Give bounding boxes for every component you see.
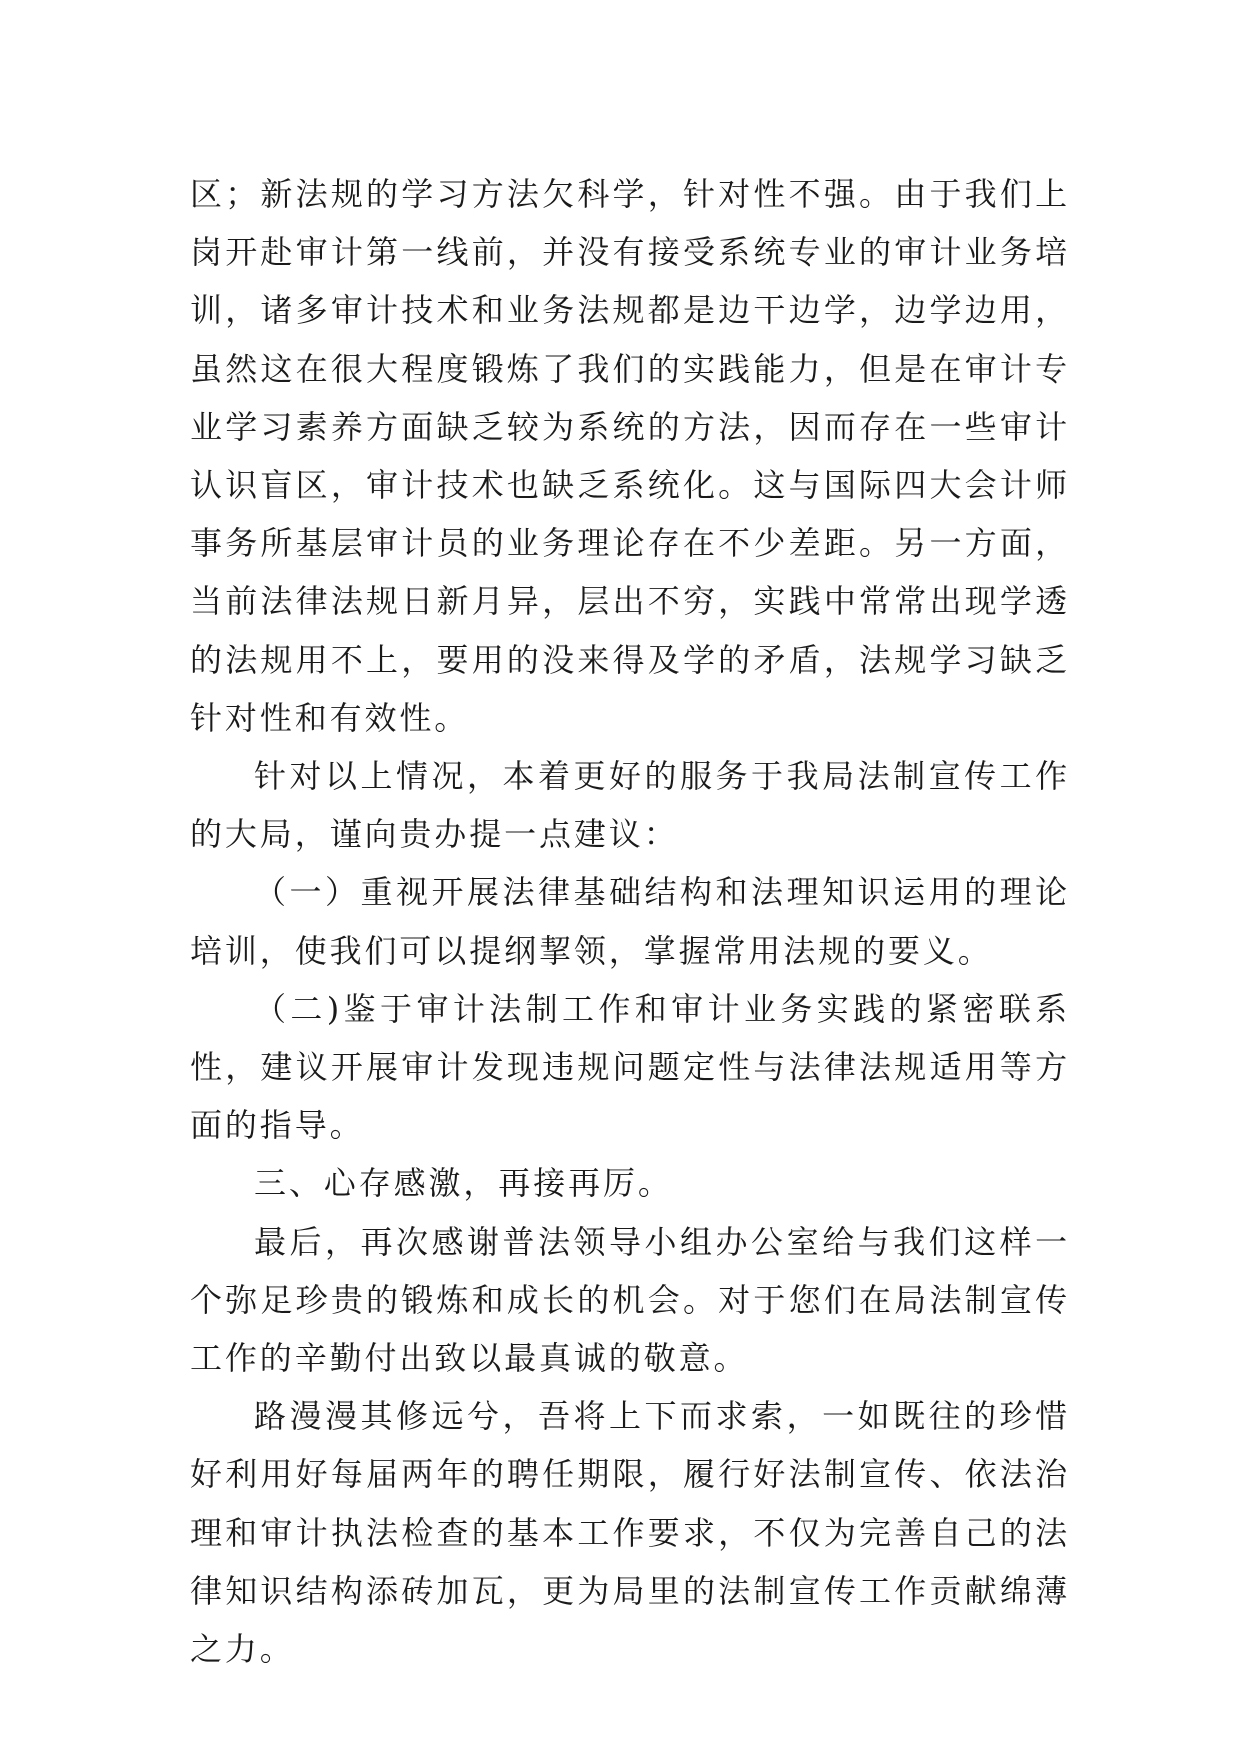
paragraph-thanks: 最后，再次感谢普法领导小组办公室给与我们这样一个弥足珍贵的锻炼和成长的机会。对于您们在局法制宣传工作的辛勤付出致以最真诚的敬意。 — [190, 1222, 1070, 1378]
paragraph-closing: 路漫漫其修远兮，吾将上下而求索，一如既往的珍惜好利用好每届两年的聘任期限，履行好法制宣传、依法治理和审计执法检查的基本工作要求，不仅为完善自己的法律知识结构添砖加瓦，更为局里的法制宣传工作贡献绵薄之力。 — [190, 1397, 1070, 1669]
paragraph-suggestion-intro: 针对以上情况，本着更好的服务于我局法制宣传工作的大局，谨向贵办提一点建议： — [190, 757, 1070, 854]
paragraph-continuation: 区；新法规的学习方法欠科学，针对性不强。由于我们上岗开赴审计第一线前，并没有接受系统专业的审计业务培训，诸多审计技术和业务法规都是边干边学，边学边用，虽然这在很大程度锻炼了我们的实践能力，但是在审计专业学习素养方面缺乏较为系统的方法，因而存在一些审计认识盲区，审计技术也缺乏系统化。这与国际四大会计师事务所基层审计员的业务理论存在不少差距。另一方面，当前法律法规日新月异，层出不穷，实践中常常出现学透的法规用不上，要用的没来得及学的矛盾，法规学习缺乏针对性和有效性。 — [190, 175, 1070, 737]
paragraph-suggestion-one: （一）重视开展法律基础结构和法理知识运用的理论培训，使我们可以提纲挈领，掌握常用法规的要义。 — [190, 873, 1070, 970]
section-heading-three: 三、心存感激，再接再厉。 — [254, 1164, 673, 1203]
paragraph-suggestion-two: （二)鉴于审计法制工作和审计业务实践的紧密联系性，建议开展审计发现违规问题定性与法律法规适用等方面的指导。 — [190, 989, 1070, 1145]
document-body — [190, 165, 1070, 1678]
